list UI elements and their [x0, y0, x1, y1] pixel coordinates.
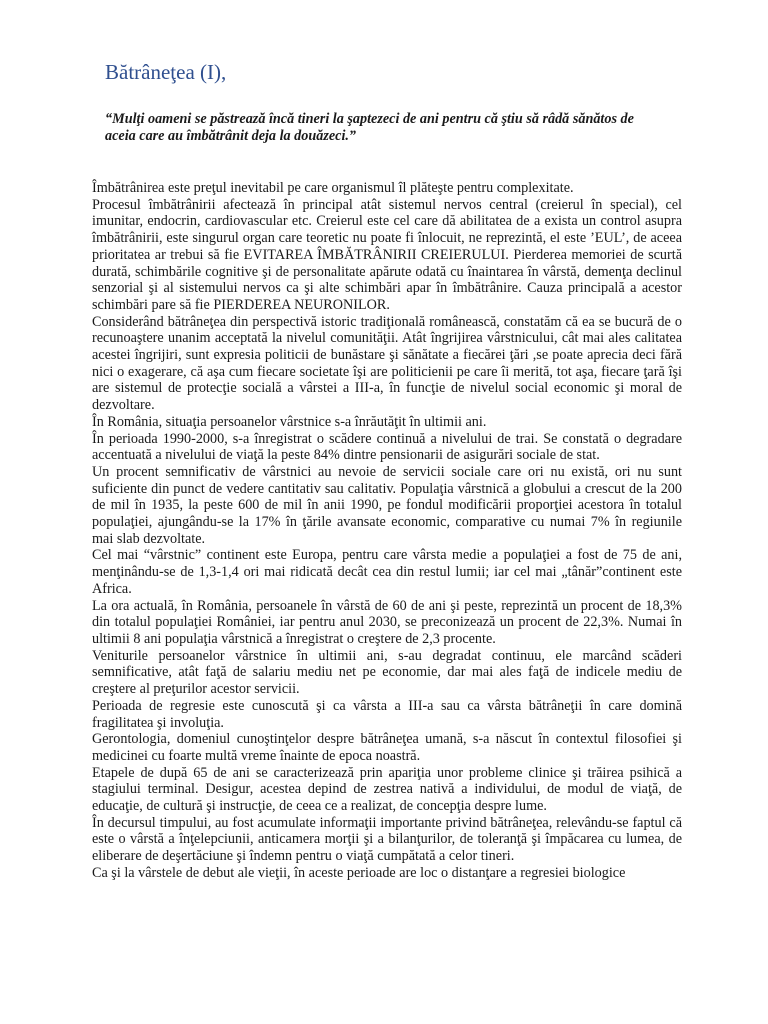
paragraph: Veniturile persoanelor vârstnice în ultimii ani, s-au degradat continuu, ele marcând scăderi semnificative, atât faţă de salariu mediu net pe economie, dar mai ales faţă de indicele mediu de creştere al preţurilor acestor servicii. [92, 647, 682, 698]
paragraph: Considerând bătrâneţea din perspectivă istoric tradiţională românească, constatăm că ea se bucură de o recunoaştere unanim acceptată la nivelul comunităţii. Atât îngrijirea vârstnicului, cât mai ales calitatea acestei îngrijiri, sunt expresia politicii de bunăstare şi sănătate a fiecărei ţări ,se poate aprecia deci fără nici o exagerare, că aşa cum fiecare societate îşi are politicienii pe care îi merită, tot aşa, fiecare ţară îşi are sistemul de protecţie socială a vârstei a III-a, în funcţie de nivelul social economic şi moral de dezvoltare. [92, 313, 682, 414]
paragraph: În România, situaţia persoanelor vârstnice s-a înrăutăţit în ultimii ani. [92, 413, 487, 430]
paragraph: În perioada 1990-2000, s-a înregistrat o scădere continuă a nivelului de trai. Se constată o degradare accentuată a nivelului de viaţă la peste 84% dintre pensionarii de asigurări sociale de stat. [92, 430, 682, 464]
paragraph: Perioada de regresie este cunoscută şi ca vârsta a III-a sau ca vârsta bătrâneţii în care domină fragilitatea şi involuţia. [92, 697, 682, 731]
paragraph: La ora actuală, în România, persoanele în vârstă de 60 de ani şi peste, reprezintă un procent de 18,3% din totalul populaţiei României, iar pentru anul 2030, se preconizează un procent de 22,3%. Numai în ultimii 8 ani populaţia vârstnică a înregistrat o creştere de 2,3 procente. [92, 597, 682, 647]
paragraph: Procesul îmbătrânirii afectează în principal atât sistemul nervos central (creierul în special), cel imunitar, endocrin, cardiovascular etc. Creierul este cel care dă abilitatea de a exista un control asupra îmbătrânirii, este singurul organ care teoretic nu poate fi înlocuit, ne reprezintă, el este ’EUL’, de aceea prioritatea ar trebui să fie EVITAREA ÎMBĂTRÂNIRII CREIERULUI. Pierderea memoriei de scurtă durată, schimbările cognitive şi de personalitate apărute odată cu înaintarea în vârstă, demenţa declinul senzorial şi al sistemului nervos ca şi alte schimbări apar în îmbătrânire. Cauza principală a acestor schimbări pare să fie PIERDEREA NEURONILOR. [92, 196, 682, 313]
paragraph: Îmbătrânirea este preţul inevitabil pe care organismul îl plăteşte pentru complexitate. [92, 180, 574, 196]
motto-quote: “Mulţi oameni se păstrează încă tineri la şaptezeci de ani pentru că ştiu să râdă sănătos de aceia care au îmbătrânit deja la douăzeci.” [105, 111, 634, 144]
paragraph: În decursul timpului, au fost acumulate informaţii importante privind bătrâneţea, relevându-se faptul că este o vârstă a înţelepciunii, anticamera morţii şi a bilanţurilor, de toleranţă şi împăcarea cu lumea, de eliberare de deşertăciune şi îndemn pentru o viaţă cumpătată a celor tineri. [92, 814, 682, 865]
page-title: Bătrâneţea (I), [105, 60, 227, 84]
paragraph: Etapele de după 65 de ani se caracterizează prin apariţia unor probleme clinice şi trăirea psihică a stagiului terminal. Desigur, acestea depind de zestrea nativă a individului, de modul de viaţă, de educaţie, de cultură şi instrucţie, de ceea ce a realizat, de concepţia despre lume. [92, 764, 682, 815]
paragraph: Cel mai “vârstnic” continent este Europa, pentru care vârsta medie a populaţiei a fost de 75 de ani, menţinându-se de 1,3-1,4 ori mai ridicată decât cea din restul lumii; iar cel mai „tânăr”continent este Africa. [92, 547, 682, 597]
paragraph: Ca şi la vârstele de debut ale vieţii, în aceste perioade are loc o distanţare a regresiei biologice [92, 864, 626, 881]
paragraph: Gerontologia, domeniul cunoştinţelor despre bătrâneţea umană, s-a născut în contextul filosofiei şi medicinei cu foarte multă vreme înainte de epoca noastră. [92, 731, 682, 764]
paragraph: Un procent semnificativ de vârstnici au nevoie de servicii sociale care ori nu există, ori nu sunt suficiente din punct de vedere cantitativ sau calitativ. Populaţia vârstnică a globului a crescut de la 200 de mil în 1935, la peste 600 de mil în anii 1990, pe fondul modificării proporţiei acestora în totalul populaţiei, ajungându-se la 17% în ţările avansate economic, comparative cu numai 7% în regiunile mai slab dezvoltate. [92, 463, 682, 547]
document-body [92, 180, 682, 882]
